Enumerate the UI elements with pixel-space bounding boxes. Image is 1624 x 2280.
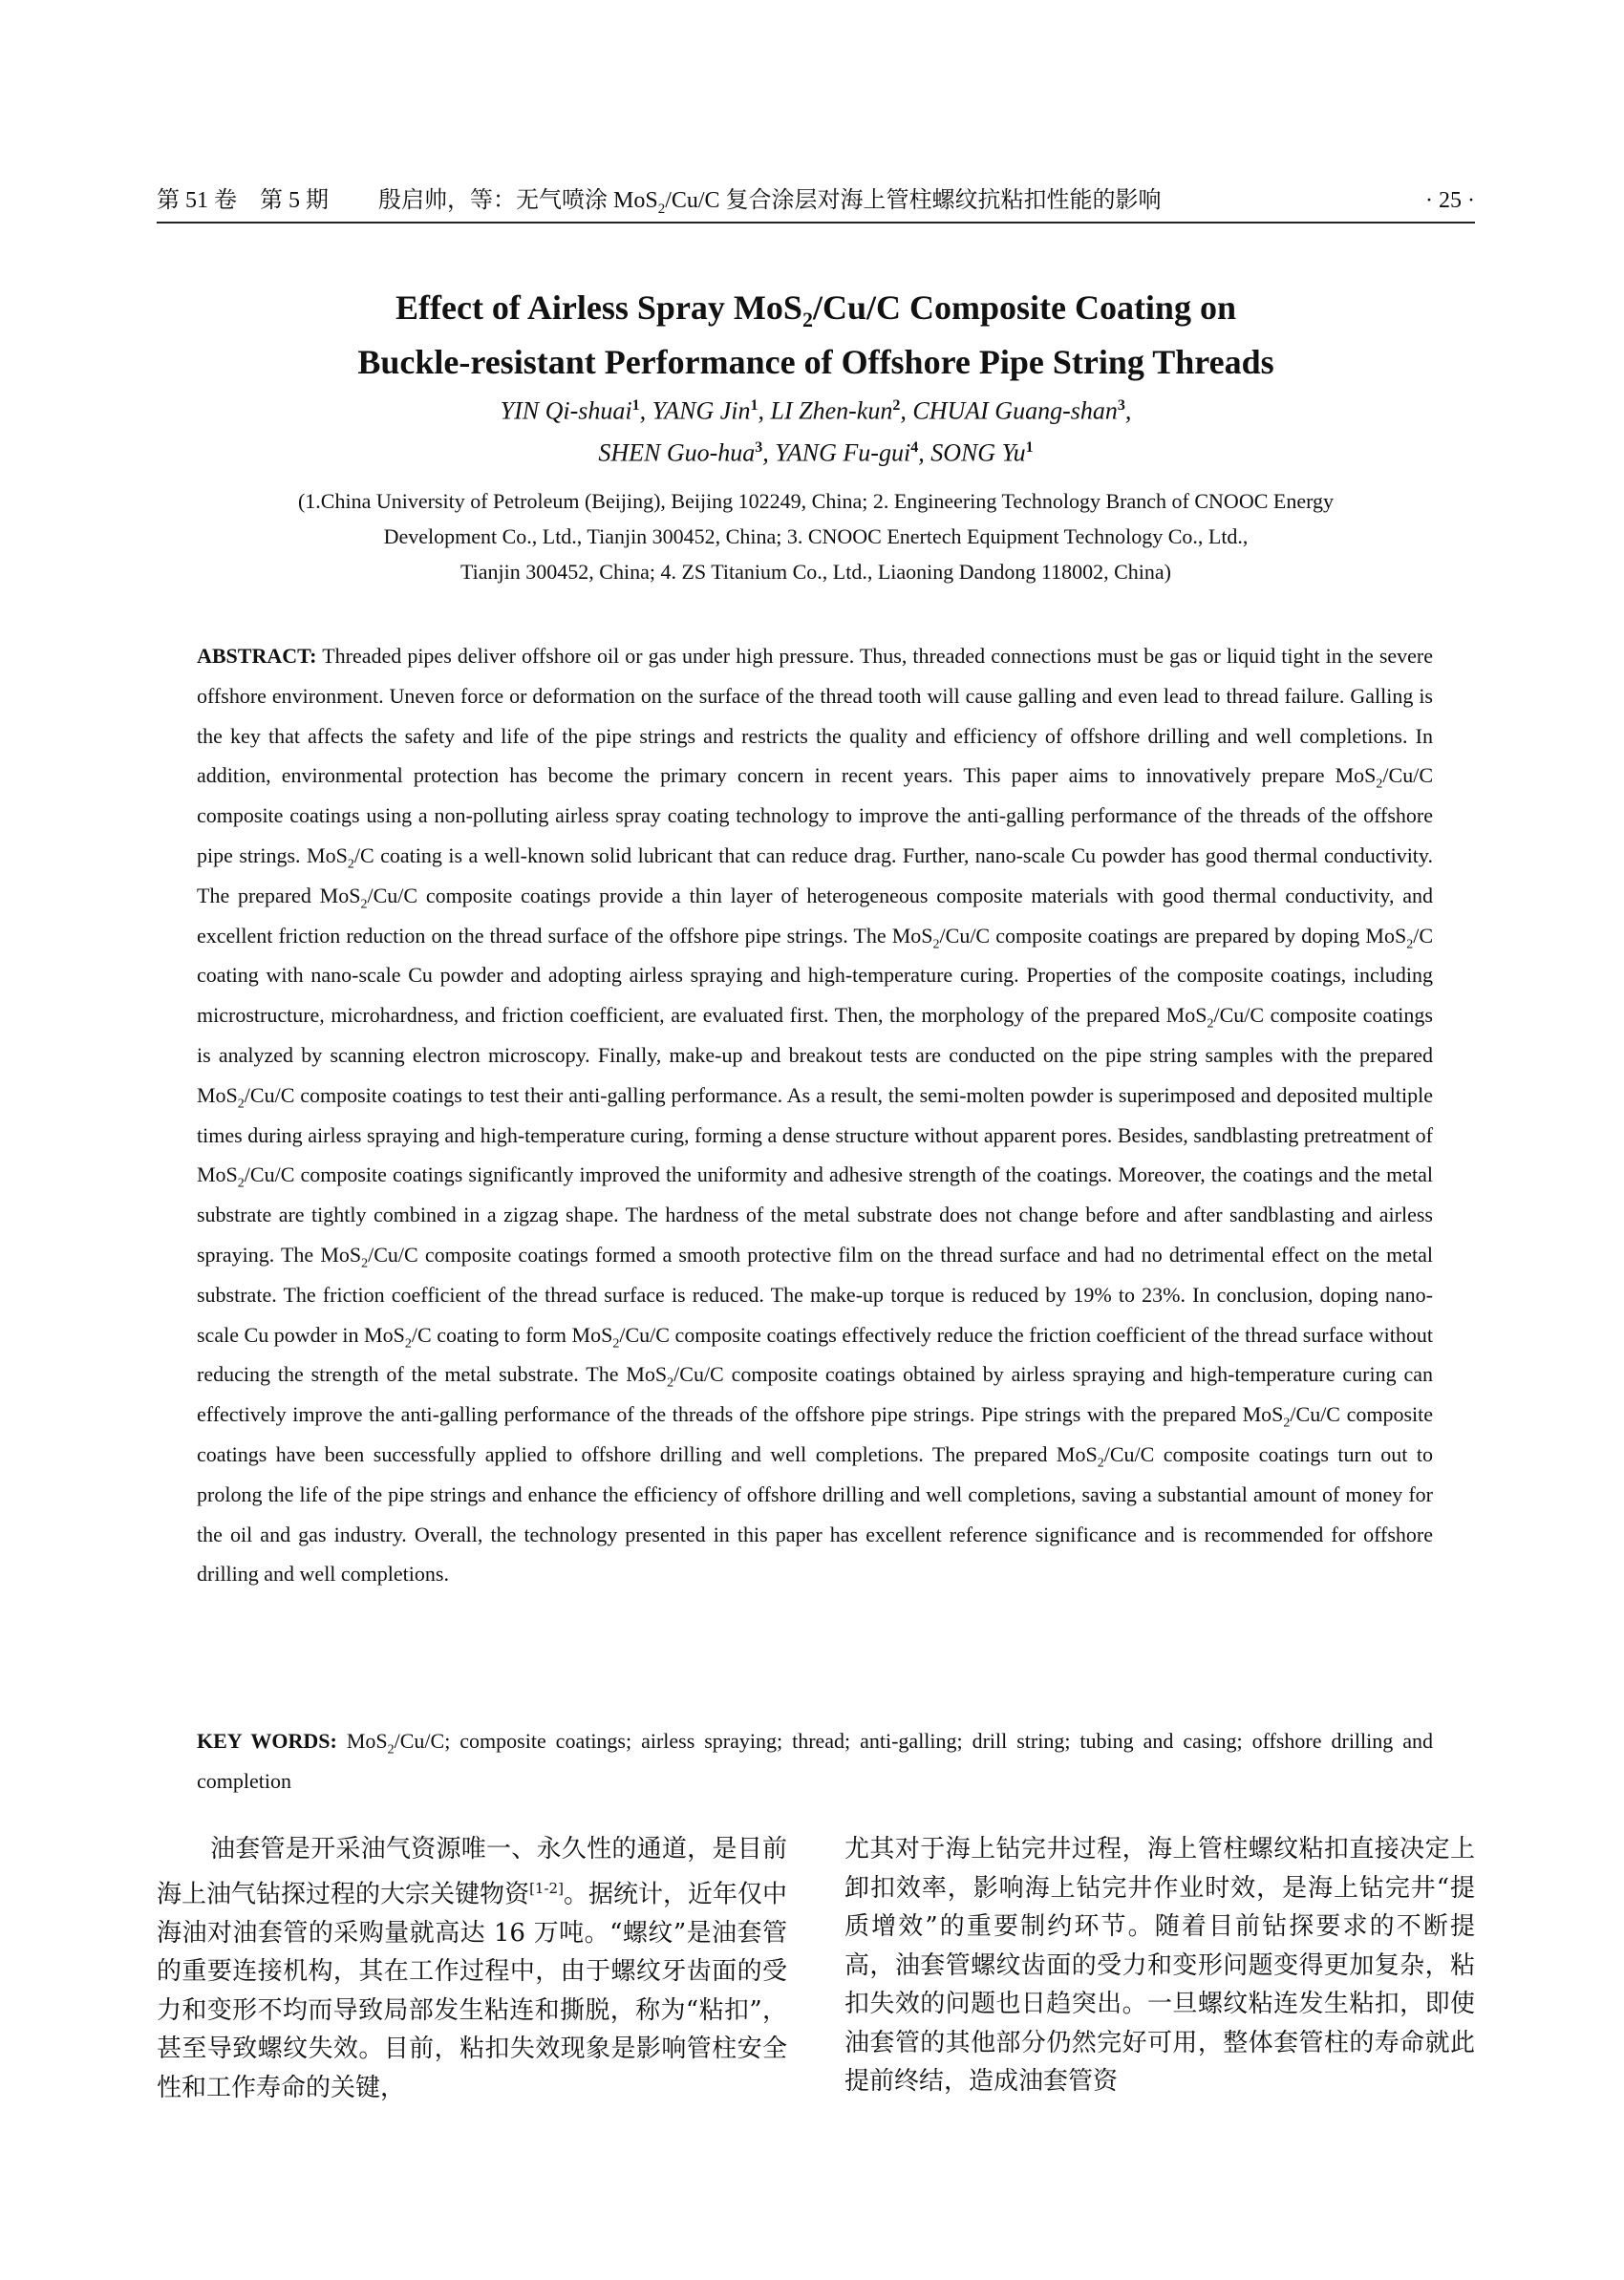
author-line-2: SHEN Guo-hua$^3$, YANG Fu-gui$^4$, SONG Yu$^1$ (598, 438, 1034, 467)
affiliation-line-3: Tianjin 300452, China; 4. ZS Titanium Co., Ltd., Liaoning Dandong 118002, China) (460, 560, 1171, 584)
title-line-1: Effect of Airless Spray MoS$_2$/Cu/C Composite Coating on (395, 288, 1236, 332)
title-line-2: Buckle-resistant Performance of Offshore Pipe String Threads (357, 343, 1274, 382)
abstract: ABSTRACT: Threaded pipes deliver offshore oil or gas under high pressure. Thus, threaded connections must be gas or liquid tight in the severe offshore environment. Uneven force or deformation on the surface of the thread tooth will cause galling and even lead to thread failure. Galling is the key that affects the safety and life of the pipe strings and restricts the quality and efficiency of offshore drilling and well completions. In addition, environmental protection has become the primary concern in recent years. This paper aims to innovatively prepare MoS$_2$/Cu/C composite coatings using a non-polluting airless spray coating technology to improve the anti-galling performance of the threads of the offshore pipe strings. MoS$_2$/C coating is a well-known solid lubricant that can reduce drag. Further, nano-scale Cu powder has good thermal conductivity. The prepared MoS$_2$/Cu/C composite coatings provide a thin layer of heterogeneous composite materials with good thermal conductivity, and excellent friction reduction on the thread surface of the offshore pipe strings. The MoS$_2$/Cu/C composite coatings are prepared by doping MoS$_2$/C coating with nano-scale Cu powder and adopting airless spraying and high-temperature curing. Properties of the composite coatings, including microstructure, microhardness, and friction coefficient, are evaluated first. Then, the morphology of the prepared MoS$_2$/Cu/C composite coatings is analyzed by scanning electron microscopy. Finally, make-up and breakout tests are conducted on the pipe string samples with the prepared MoS$_2$/Cu/C composite coatings to test their anti-galling performance. As a result, the semi-molten powder is superimposed and deposited multiple times during airless spraying and high-temperature curing, forming a dense structure without apparent pores. Besides, sandblasting pretreatment of MoS$_2$/Cu/C composite coatings significantly improved the uniformity and adhesive strength of the coatings. Moreover, the coatings and the metal substrate are tightly combined in a zigzag shape. The hardness of the metal substrate does not change before and after sandblasting and airless spraying. The MoS$_2$/Cu/C composite coatings formed a smooth protective film on the thread surface and had no detrimental effect on the metal substrate. The friction coefficient of the thread surface is reduced. The make-up torque is reduced by 19% to 23%. In conclusion, doping nano-scale Cu powder in MoS$_2$/C coating to form MoS$_2$/Cu/C composite coatings effectively reduce the friction coefficient of the thread surface without reducing the strength of the metal substrate. The MoS$_2$/Cu/C composite coatings obtained by airless spraying and high-temperature curing can effectively improve the anti-galling performance of the threads of the offshore pipe strings. Pipe strings with the prepared MoS$_2$/Cu/C composite coatings have been successfully applied to offshore drilling and well completions. The prepared MoS$_2$/Cu/C composite coatings turn out to prolong the life of the pipe strings and enhance the efficiency of offshore drilling and well completions, saving a substantial amount of money for the oil and gas industry. Overall, the technology presented in this paper has excellent reference significance and is recommended for offshore drilling and well completions. (197, 644, 1433, 1587)
abstract-label: ABSTRACT: (197, 644, 317, 668)
header-rule (157, 222, 1475, 224)
author-line-1: YIN Qi-shuai$^1$, YANG Jin$^1$, LI Zhen-kun$^2$, CHUAI Guang-shan$^3$, (500, 396, 1132, 425)
volume-issue: 第 51 卷 第 5 期 (157, 188, 329, 213)
body-column-right: 尤其对于海上钻完井过程，海上管柱螺纹粘扣直接决定上卸扣效率，影响海上钻完井作业时效，是海上钻完井“提质增效”的重要制约环节。随着目前钻探要求的不断提高，油套管螺纹齿面的受力和变形问题变得更加复杂，粘扣失效的问题也日趋突出。一旦螺纹粘连发生粘扣，即使油套管的其他部分仍然完好可用，整体套管柱的寿命就此提前终结，造成油套管资 (844, 1835, 1475, 2096)
keywords: KEY WORDS: MoS$_2$/Cu/C; composite coatings; airless spraying; thread; anti-galling; drill string; tubing and casing; offshore drilling and completion (197, 1729, 1433, 1793)
short-title: 殷启帅，等：无气喷涂 MoS$_2$/Cu/C 复合涂层对海上管柱螺纹抗粘扣性能的影响 (378, 188, 1162, 217)
page-number: · 25 · (1425, 188, 1475, 213)
affiliation-line-1: (1.China University of Petroleum (Beijing), Beijing 102249, China; 2. Engineering Technology Branch of CNOOC Energy (297, 489, 1335, 513)
affiliations (157, 483, 1475, 589)
keywords-label: KEY WORDS: (197, 1729, 337, 1753)
article-title (157, 287, 1475, 383)
citation-ref: [1-2] (529, 1879, 564, 1897)
author-list (157, 388, 1475, 471)
body-column-left: 油套管是开采油气资源唯一、永久性的通道，是目前海上油气钻探过程的大宗关键物资[1-2]。据统计，近年仅中海油对油套管的采购量就高达 16 万吨。“螺纹”是油套管的重要连接机构，其在工作过程中，由于螺纹牙齿面的受力和变形不均而导致局部发生粘连和撕脱，称为“粘扣”，甚至导致螺纹失效。目前，粘扣失效现象是影响管柱安全性和工作寿命的关键， (157, 1835, 787, 2102)
affiliation-line-2: Development Co., Ltd., Tianjin 300452, China; 3. CNOOC Enertech Equipment Technology Co., Ltd., (383, 524, 1249, 548)
running-header (157, 180, 1475, 222)
